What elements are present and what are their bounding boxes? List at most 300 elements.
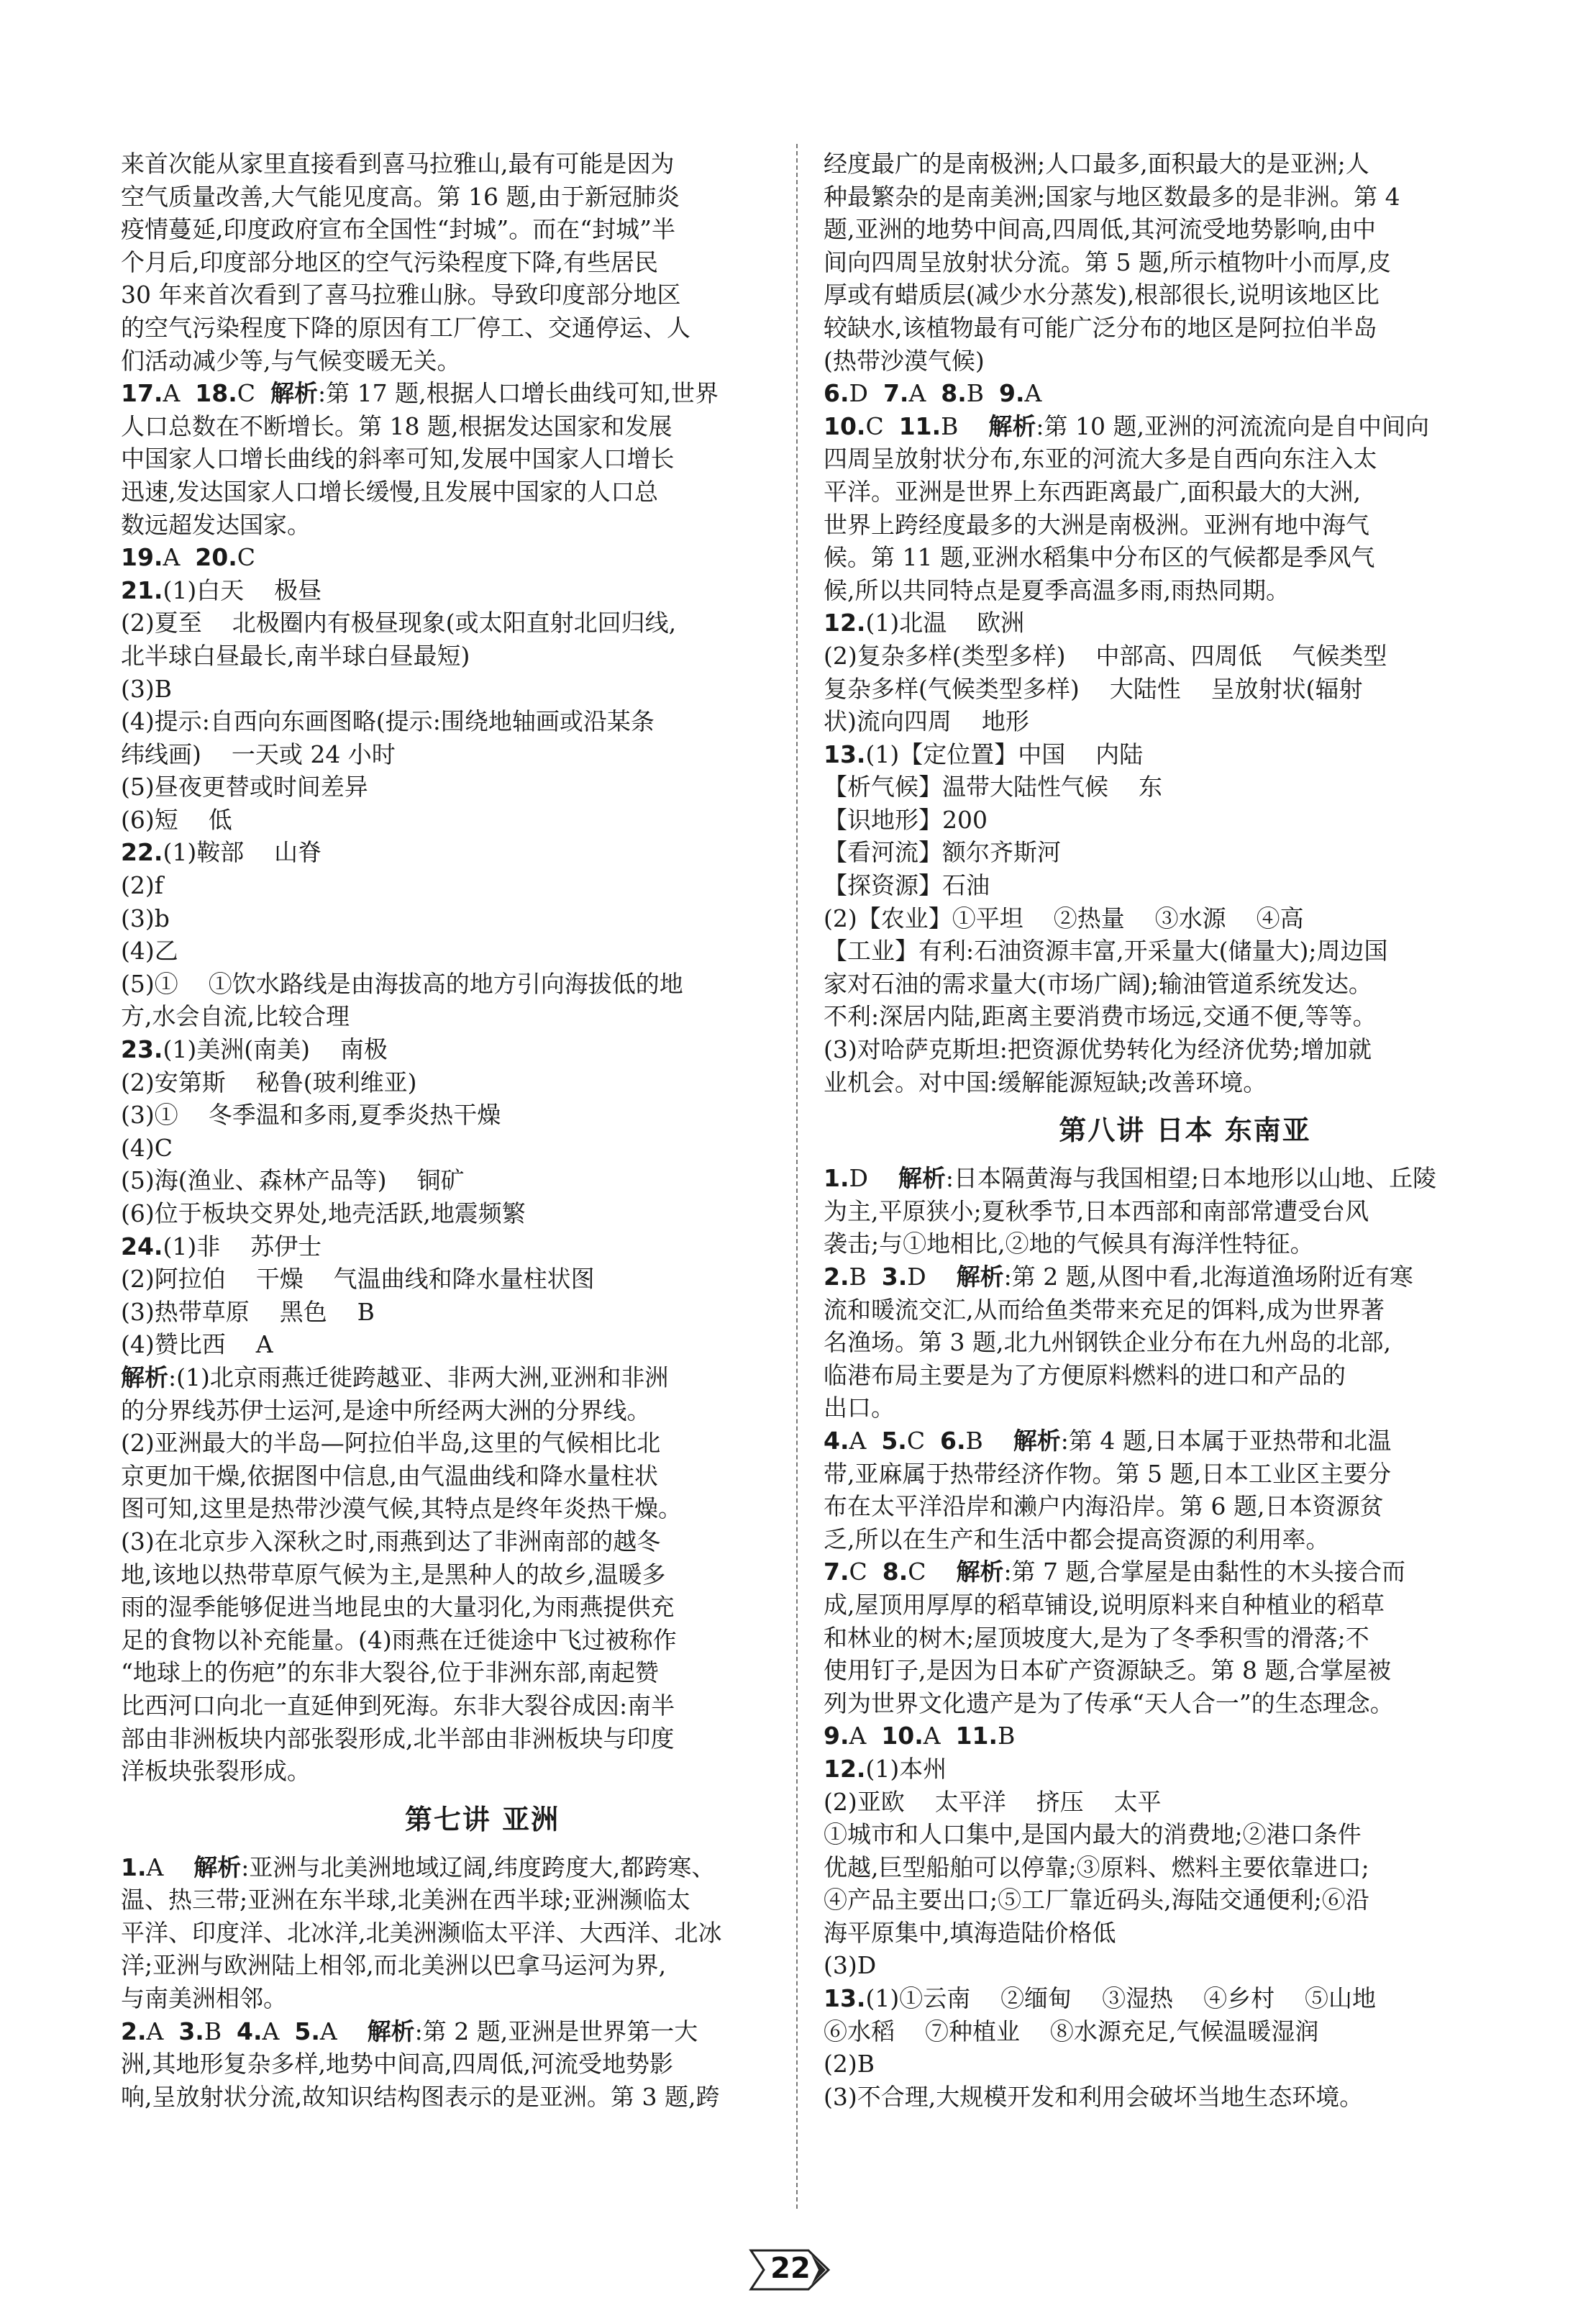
line-text: :(1)北京雨燕迁徙跨越亚、非两大洲,亚洲和非洲 [168, 1363, 669, 1391]
bold-label: 10. [881, 1722, 924, 1750]
text-line [121, 1394, 844, 1427]
text-line [121, 1099, 844, 1132]
bold-label: 9. [824, 1722, 849, 1750]
bold-label: 4. [237, 2017, 263, 2045]
line-text: 候。第 11 题,亚洲水稻集中分布区的气候都是季风气 [824, 543, 1375, 572]
left-column [121, 147, 844, 2113]
bold-label: 2. [121, 2017, 147, 2045]
line-text: 洲,其地形复杂多样,地势中间高,四周低,河流受地势影 [121, 2050, 673, 2078]
text-line [824, 1687, 1546, 1720]
text-line [824, 869, 1546, 902]
line-text: 【析气候】温带大陆性气候 东 [824, 773, 1162, 801]
line-text: 迅速,发达国家人口增长缓慢,且发展中国家的人口总 [121, 477, 658, 506]
line-text: 比西河口向北一直延伸到死海。东非大裂谷成因:南半 [121, 1691, 675, 1719]
column-divider [796, 144, 798, 2209]
text-line [824, 1000, 1546, 1033]
bold-label: 解析 [898, 1164, 946, 1193]
text-line [121, 1132, 844, 1165]
line-text: A [146, 1853, 194, 1881]
bold-label: 23. [121, 1035, 163, 1064]
bold-label: 1. [824, 1164, 849, 1193]
line-text: 的空气污染程度下降的原因有工厂停工、交通停运、人 [121, 313, 690, 342]
line-text: 30 年来首次看到了喜马拉雅山脉。导致印度部分地区 [121, 281, 681, 309]
text-line [121, 1000, 844, 1033]
line-text: (2)阿拉伯 干燥 气温曲线和降水量柱状图 [121, 1265, 595, 1294]
text-line [121, 1033, 844, 1066]
text-line [824, 410, 1546, 443]
line-text: 海平原集中,填海造陆价格低 [824, 1918, 1116, 1947]
line-text: 洋;亚洲与欧洲陆上相邻,而北美洲以巴拿马运河为界, [121, 1951, 667, 1980]
bold-label: 9. [998, 379, 1025, 408]
line-text: 间向四周呈放射状分流。第 5 题,所示植物叶小而厚,皮 [824, 247, 1391, 276]
text-line [824, 1622, 1546, 1655]
line-text: 布在太平洋沿岸和濑户内海沿岸。第 6 题,日本资源贫 [824, 1492, 1384, 1521]
line-text: 北半球白昼最长,南半球白昼最短) [121, 641, 470, 670]
line-text: (6)位于板块交界处,地壳活跃,地震频繁 [121, 1199, 526, 1227]
line-text: C [237, 379, 270, 408]
text-line [824, 1589, 1546, 1622]
line-text: “地球上的伤疤”的东非大裂谷,位于非洲东部,南起赞 [121, 1658, 659, 1687]
line-text: 足的食物以补充能量。(4)雨燕在迁徙途中飞过被称作 [121, 1625, 677, 1654]
line-text: (5)昼夜更替或时间差异 [121, 773, 368, 801]
line-text: 地,该地以热带草原气候为主,是黑种人的故乡,温暖多 [121, 1560, 666, 1589]
bold-label: 13. [824, 740, 866, 768]
text-line [121, 836, 844, 869]
text-line [121, 1722, 844, 1755]
bold-label: 解析 [270, 379, 318, 408]
line-text: 洋板块张裂形成。 [121, 1757, 311, 1786]
bold-label: 6. [940, 1426, 966, 1455]
bold-label: 解析 [367, 2017, 415, 2045]
bold-label: 12. [824, 1754, 866, 1783]
text-line [121, 541, 844, 574]
line-text: (2)亚洲最大的半岛—阿拉伯半岛,这里的气候相比北 [121, 1429, 661, 1458]
text-line [824, 1425, 1546, 1458]
line-text: 雨的湿季能够促进当地昆虫的大量羽化,为雨燕提供充 [121, 1593, 675, 1622]
bold-label: 解析 [121, 1363, 168, 1391]
text-line [121, 2015, 844, 2048]
text-line [121, 1689, 844, 1722]
line-text: 厚或有蜡质层(减少水分蒸发),根部很长,说明该地区比 [824, 281, 1380, 309]
line-text: C [849, 1558, 883, 1586]
text-line [824, 476, 1546, 509]
line-text: 纬线画) 一天或 24 小时 [121, 740, 396, 768]
line-text: 温、热三带;亚洲在东半球,北美洲在西半球;亚洲濒临太 [121, 1886, 690, 1914]
text-line [824, 935, 1546, 968]
text-line [121, 1066, 844, 1099]
text-line [824, 836, 1546, 869]
line-text: (4)赞比西 A [121, 1330, 273, 1359]
text-line [121, 181, 844, 214]
line-text: (5)① ①饮水路线是由海拔高的地方引向海拔低的地 [121, 969, 683, 998]
bold-label: 24. [121, 1232, 163, 1260]
bold-label: 解析 [988, 412, 1036, 440]
bold-label: 22. [121, 838, 163, 867]
bold-label: 5. [294, 2017, 320, 2045]
line-text: (1)非 苏伊士 [163, 1232, 322, 1260]
section-heading [824, 1099, 1546, 1162]
line-text: 复杂多样(气候类型多样) 大陆性 呈放射状(辐射 [824, 674, 1363, 703]
bold-label: 21. [121, 576, 163, 604]
text-line [824, 1982, 1546, 2015]
line-text: (3)对哈萨克斯坦:把资源优势转化为经济优势;增加就 [824, 1035, 1372, 1064]
line-text: 袭击;与①地相比,②地的气候具有海洋性特征。 [824, 1230, 1314, 1258]
text-line [121, 509, 844, 542]
text-line [121, 278, 844, 312]
text-line [121, 869, 844, 902]
line-text: 京更加干燥,依据图中信息,由气温曲线和降水量柱状 [121, 1461, 658, 1490]
line-text: B [849, 1263, 882, 1291]
line-text: 平洋、印度洋、北冰洋,北美洲濒临太平洋、大西洋、北冰 [121, 1918, 722, 1947]
text-line [121, 213, 844, 246]
line-text: (4)提示:自西向东画图略(提示:围绕地轴画或沿某条 [121, 707, 655, 736]
text-line [824, 1458, 1546, 1491]
text-line [121, 1460, 844, 1493]
text-line [824, 2081, 1546, 2114]
text-line [824, 312, 1546, 345]
line-text: 状)流向四周 地形 [824, 707, 1029, 736]
text-line [824, 673, 1546, 706]
text-line [121, 771, 844, 804]
line-text: 图可知,这里是热带沙漠气候,其特点是终年炎热干燥。 [121, 1494, 682, 1523]
line-text: 使用钉子,是因为日本矿产资源缺乏。第 8 题,合掌屋被 [824, 1656, 1391, 1685]
bold-label: 8. [941, 379, 967, 408]
line-text: 响,呈放射状分流,故知识结构图表示的是亚洲。第 3 题,跨 [121, 2082, 720, 2111]
text-line [824, 705, 1546, 738]
line-text: 世界上跨经度最多的大洲是南极洲。亚洲有地中海气 [824, 510, 1369, 539]
line-text: (1)①云南 ②缅甸 ③湿热 ④乡村 ⑤山地 [865, 1984, 1377, 2013]
text-line [121, 345, 844, 378]
line-text: A [146, 2017, 179, 2045]
bold-label: 10. [824, 412, 866, 440]
bold-label: 8. [882, 1558, 908, 1586]
text-line [824, 738, 1546, 771]
line-text: D [907, 1263, 957, 1291]
text-line [824, 606, 1546, 640]
line-text: 种最繁杂的是南美洲;国家与地区数最多的是非洲。第 4 [824, 182, 1400, 211]
line-text: C [908, 1558, 957, 1586]
line-text: (2)复杂多样(类型多样) 中部高、四周低 气候类型 [824, 641, 1387, 670]
text-line [824, 1294, 1546, 1327]
text-line [824, 377, 1546, 410]
line-text: B [966, 379, 999, 408]
text-line [121, 1982, 844, 2015]
line-text: A [923, 1722, 956, 1750]
text-line [121, 476, 844, 509]
line-text: A [319, 2017, 368, 2045]
line-text: (1)【定位置】中国 内陆 [865, 740, 1144, 768]
line-text: 部由非洲板块内部张裂形成,北半部由非洲板块与印度 [121, 1724, 675, 1753]
bold-label: 20. [195, 543, 237, 572]
line-text: B [965, 1426, 1013, 1455]
text-line [824, 345, 1546, 378]
line-text: :日本隔黄海与我国相望;日本地形以山地、丘陵 [945, 1164, 1437, 1193]
line-text: 优越,巨型船舶可以停靠;③原料、燃料主要依靠进口; [824, 1853, 1369, 1881]
bold-label: 7. [883, 379, 909, 408]
text-line [121, 442, 844, 476]
text-line [824, 1227, 1546, 1260]
text-line [121, 1328, 844, 1361]
line-text: 经度最广的是南极洲;人口最多,面积最大的是亚洲;人 [824, 150, 1369, 178]
line-text: 业机会。对中国:缓解能源短缺;改善环境。 [824, 1068, 1267, 1096]
bold-label: 12. [824, 609, 866, 637]
line-text: (3)在北京步入深秋之时,雨燕到达了非洲南部的越冬 [121, 1527, 661, 1555]
text-line [824, 2015, 1546, 2048]
text-line [824, 442, 1546, 476]
bold-label: 3. [881, 1263, 908, 1291]
line-text: D [849, 379, 883, 408]
text-line [121, 147, 844, 181]
line-text: A [163, 543, 196, 572]
line-text: (3)b [121, 904, 170, 932]
line-text: A [1024, 379, 1042, 408]
line-text: (热带沙漠气候) [824, 346, 985, 375]
line-text: (5)海(渔业、森林产品等) 铜矿 [121, 1166, 465, 1195]
text-line [824, 246, 1546, 279]
text-line [824, 1949, 1546, 1982]
text-line [824, 147, 1546, 181]
line-text: 与南美洲相邻。 [121, 1984, 287, 2013]
line-text: 方,水会自流,比较合理 [121, 1002, 350, 1031]
text-line [824, 574, 1546, 607]
text-line [121, 1361, 844, 1394]
text-line [121, 1525, 844, 1558]
text-line [824, 1884, 1546, 1917]
line-text: 们活动减少等,与气候变暖无关。 [121, 346, 461, 375]
line-text: (2)B [824, 2050, 875, 2078]
text-line [121, 1851, 844, 1884]
text-line [824, 804, 1546, 837]
text-line [121, 673, 844, 706]
line-text: 四周呈放射状分布,东亚的河流大多是自西向东注入太 [824, 445, 1377, 473]
line-text: ①城市和人口集中,是国内最大的消费地;②港口条件 [824, 1820, 1362, 1849]
line-text: 乏,所以在生产和生活中都会提高资源的利用率。 [824, 1525, 1330, 1553]
line-text: 成,屋顶用厚厚的稻草铺设,说明原料来自种植业的稻草 [824, 1590, 1385, 1619]
text-line [824, 1490, 1546, 1523]
line-text: (1)鞍部 山脊 [163, 838, 322, 867]
line-text: 名渔场。第 3 题,北九州钢铁企业分布在九州岛的北部, [824, 1328, 1391, 1357]
text-line [824, 1917, 1546, 1950]
line-text: ④产品主要出口;⑤工厂靠近码头,海陆交通便利;⑥沿 [824, 1886, 1369, 1914]
text-line [121, 738, 844, 771]
line-text: (1)本州 [865, 1754, 947, 1783]
text-line [121, 1230, 844, 1263]
line-text: 家对石油的需求量大(市场广阔);输油管道系统发达。 [824, 969, 1372, 998]
text-line [824, 1066, 1546, 1099]
line-text: (3)热带草原 黑色 B [121, 1297, 375, 1326]
line-text: (2)【农业】①平坦 ②热量 ③水源 ④高 [824, 904, 1304, 932]
text-line [824, 1260, 1546, 1294]
text-line [824, 1523, 1546, 1556]
line-text: (2)安第斯 秘鲁(玻利维亚) [121, 1068, 417, 1096]
text-line [824, 509, 1546, 542]
line-text: A [849, 1722, 882, 1750]
bold-label: 11. [955, 1722, 998, 1750]
text-line [121, 902, 844, 935]
line-text: ⑥水稻 ⑦种植业 ⑧水源充足,气候温暖湿润 [824, 2017, 1319, 2045]
line-text: 带,亚麻属于热带经济作物。第 5 题,日本工业区主要分 [824, 1459, 1391, 1488]
page-number-badge [745, 2245, 836, 2295]
text-line [121, 705, 844, 738]
line-text: B [998, 1722, 1016, 1750]
line-text: (2)f [121, 871, 163, 900]
text-line [824, 1753, 1546, 1786]
line-text: :亚洲与北美洲地域辽阔,纬度跨度大,都跨寒、 [241, 1853, 716, 1881]
bold-label: 6. [824, 379, 849, 408]
page-number: 22 [770, 2252, 811, 2285]
line-text: (3)不合理,大规模开发和利用会破坏当地生态环境。 [824, 2082, 1364, 2111]
bold-label: 解析 [956, 1263, 1004, 1291]
line-text: :第 17 题,根据人口增长曲线可知,世界 [317, 379, 719, 408]
line-text: (2)亚欧 太平洋 挤压 太平 [824, 1787, 1162, 1816]
text-line [121, 2048, 844, 2081]
text-line [121, 1558, 844, 1591]
line-text: A [849, 1426, 882, 1455]
line-text: :第 4 题,日本属于亚热带和北温 [1060, 1426, 1392, 1455]
bold-label: 1. [121, 1853, 147, 1881]
line-text: :第 7 题,合掌屋是由黏性的木头接合而 [1003, 1558, 1406, 1586]
text-line [121, 1591, 844, 1624]
bold-label: 11. [898, 412, 941, 440]
line-text: 流和暖流交汇,从而给鱼类带来充足的饵料,成为世界著 [824, 1295, 1385, 1324]
text-line [121, 640, 844, 673]
text-line [121, 1296, 844, 1329]
line-text: 数远超发达国家。 [121, 510, 311, 539]
text-line [121, 1492, 844, 1525]
line-text: 平洋。亚洲是世界上东西距离最广,面积最大的大洲, [824, 477, 1361, 506]
line-text: 中国家人口增长曲线的斜率可知,发展中国家人口增长 [121, 445, 675, 473]
line-text: A [163, 379, 196, 408]
section-heading-text: 第七讲 亚洲 [404, 1803, 560, 1835]
line-text: 【看河流】额尔齐斯河 [824, 838, 1061, 867]
line-text: (1)北温 欧洲 [865, 609, 1025, 637]
bold-label: 5. [881, 1426, 907, 1455]
line-text: 个月后,印度部分地区的空气污染程度下降,有些居民 [121, 247, 658, 276]
line-text: (3)B [121, 674, 172, 703]
text-line [121, 1656, 844, 1689]
bold-label: 13. [824, 1984, 866, 2013]
line-text: 出口。 [824, 1394, 895, 1422]
text-line [121, 246, 844, 279]
text-line [824, 181, 1546, 214]
line-text: 题,亚洲的地势中间高,四周低,其河流受地势影响,由中 [824, 215, 1376, 244]
bold-label: 4. [824, 1426, 849, 1455]
text-line [121, 1263, 844, 1296]
line-text: 空气质量改善,大气能见度高。第 16 题,由于新冠肺炎 [121, 182, 680, 211]
line-text: A [908, 379, 941, 408]
bold-label: 解析 [193, 1853, 242, 1881]
text-line [121, 935, 844, 968]
line-text: (2)夏至 北极圈内有极昼现象(或太阳直射北回归线, [121, 609, 677, 637]
line-text: 人口总数在不断增长。第 18 题,根据发达国家和发展 [121, 412, 672, 440]
text-line [121, 312, 844, 345]
text-line [121, 1755, 844, 1788]
line-text: :第 2 题,从图中看,北海道渔场附近有寒 [1003, 1263, 1413, 1291]
line-text: (4)C [121, 1133, 173, 1162]
line-text: C [865, 412, 899, 440]
text-line [824, 1195, 1546, 1228]
line-text: D [849, 1164, 898, 1193]
line-text: 疫情蔓延,印度政府宣布全国性“封城”。而在“封城”半 [121, 215, 675, 244]
text-line [824, 1555, 1546, 1589]
text-line [121, 1917, 844, 1950]
text-line [121, 1624, 844, 1657]
line-text: 【识地形】200 [824, 805, 988, 834]
line-text: (4)乙 [121, 937, 178, 966]
bold-label: 18. [195, 379, 237, 408]
text-line [121, 968, 844, 1001]
text-line [824, 213, 1546, 246]
line-text: B [941, 412, 989, 440]
text-line [824, 1654, 1546, 1687]
line-text: :第 10 题,亚洲的河流流向是自中间向 [1036, 412, 1429, 440]
text-line [824, 1391, 1546, 1425]
line-text: A [262, 2017, 295, 2045]
text-line [121, 606, 844, 640]
line-text: 候,所以共同特点是夏季高温多雨,雨热同期。 [824, 576, 1290, 604]
line-text: (3)D [824, 1951, 877, 1980]
text-line [824, 968, 1546, 1001]
text-line [121, 804, 844, 837]
right-column [824, 147, 1546, 2113]
text-line [824, 278, 1546, 312]
text-line [824, 541, 1546, 574]
line-text: C [237, 543, 255, 572]
line-text: 较缺水,该植物最有可能广泛分布的地区是阿拉伯半岛 [824, 313, 1377, 342]
line-text: 【探资源】石油 [824, 871, 990, 900]
line-text: 不利:深居内陆,距离主要消费市场远,交通不便,等等。 [824, 1002, 1377, 1031]
bold-label: 7. [824, 1558, 849, 1586]
line-text: :第 2 题,亚洲是世界第一大 [414, 2017, 698, 2045]
text-line [824, 1359, 1546, 1392]
line-text: (6)短 低 [121, 805, 232, 834]
text-line [824, 771, 1546, 804]
text-line [824, 1162, 1546, 1195]
line-text: (1)白天 极昼 [163, 576, 322, 604]
text-line [121, 1164, 844, 1197]
line-text: 临港布局主要是为了方便原料燃料的进口和产品的 [824, 1360, 1346, 1389]
text-line [824, 1719, 1546, 1753]
line-text: C [906, 1426, 941, 1455]
text-line [121, 410, 844, 443]
text-line [824, 640, 1546, 673]
line-text: B [204, 2017, 237, 2045]
line-text: 的分界线苏伊士运河,是途中所经两大洲的分界线。 [121, 1396, 651, 1425]
text-line [121, 574, 844, 607]
text-line [121, 1884, 844, 1917]
text-line [121, 1949, 844, 1982]
bold-label: 3. [178, 2017, 204, 2045]
text-line [824, 1033, 1546, 1066]
line-text: (1)美洲(南美) 南极 [163, 1035, 388, 1064]
line-text: 为主,平原狭小;夏秋季节,日本西部和南部常遭受台风 [824, 1196, 1369, 1225]
section-heading-text: 第八讲 日本 东南亚 [1059, 1114, 1311, 1147]
text-line [824, 1786, 1546, 1819]
line-text: (3)① 冬季温和多雨,夏季炎热干燥 [121, 1101, 501, 1130]
text-line [824, 1326, 1546, 1359]
text-line [824, 1818, 1546, 1851]
text-line [824, 1851, 1546, 1884]
section-heading [121, 1788, 844, 1851]
line-text: 【工业】有利:石油资源丰富,开采量大(储量大);周边国 [824, 937, 1388, 966]
text-line [121, 1427, 844, 1460]
text-line [121, 377, 844, 410]
text-line [121, 1197, 844, 1230]
text-line [824, 902, 1546, 935]
bold-label: 解析 [1013, 1426, 1061, 1455]
text-line [121, 2081, 844, 2114]
line-text: 列为世界文化遗产是为了传承“天人合一”的生态理念。 [824, 1689, 1394, 1717]
